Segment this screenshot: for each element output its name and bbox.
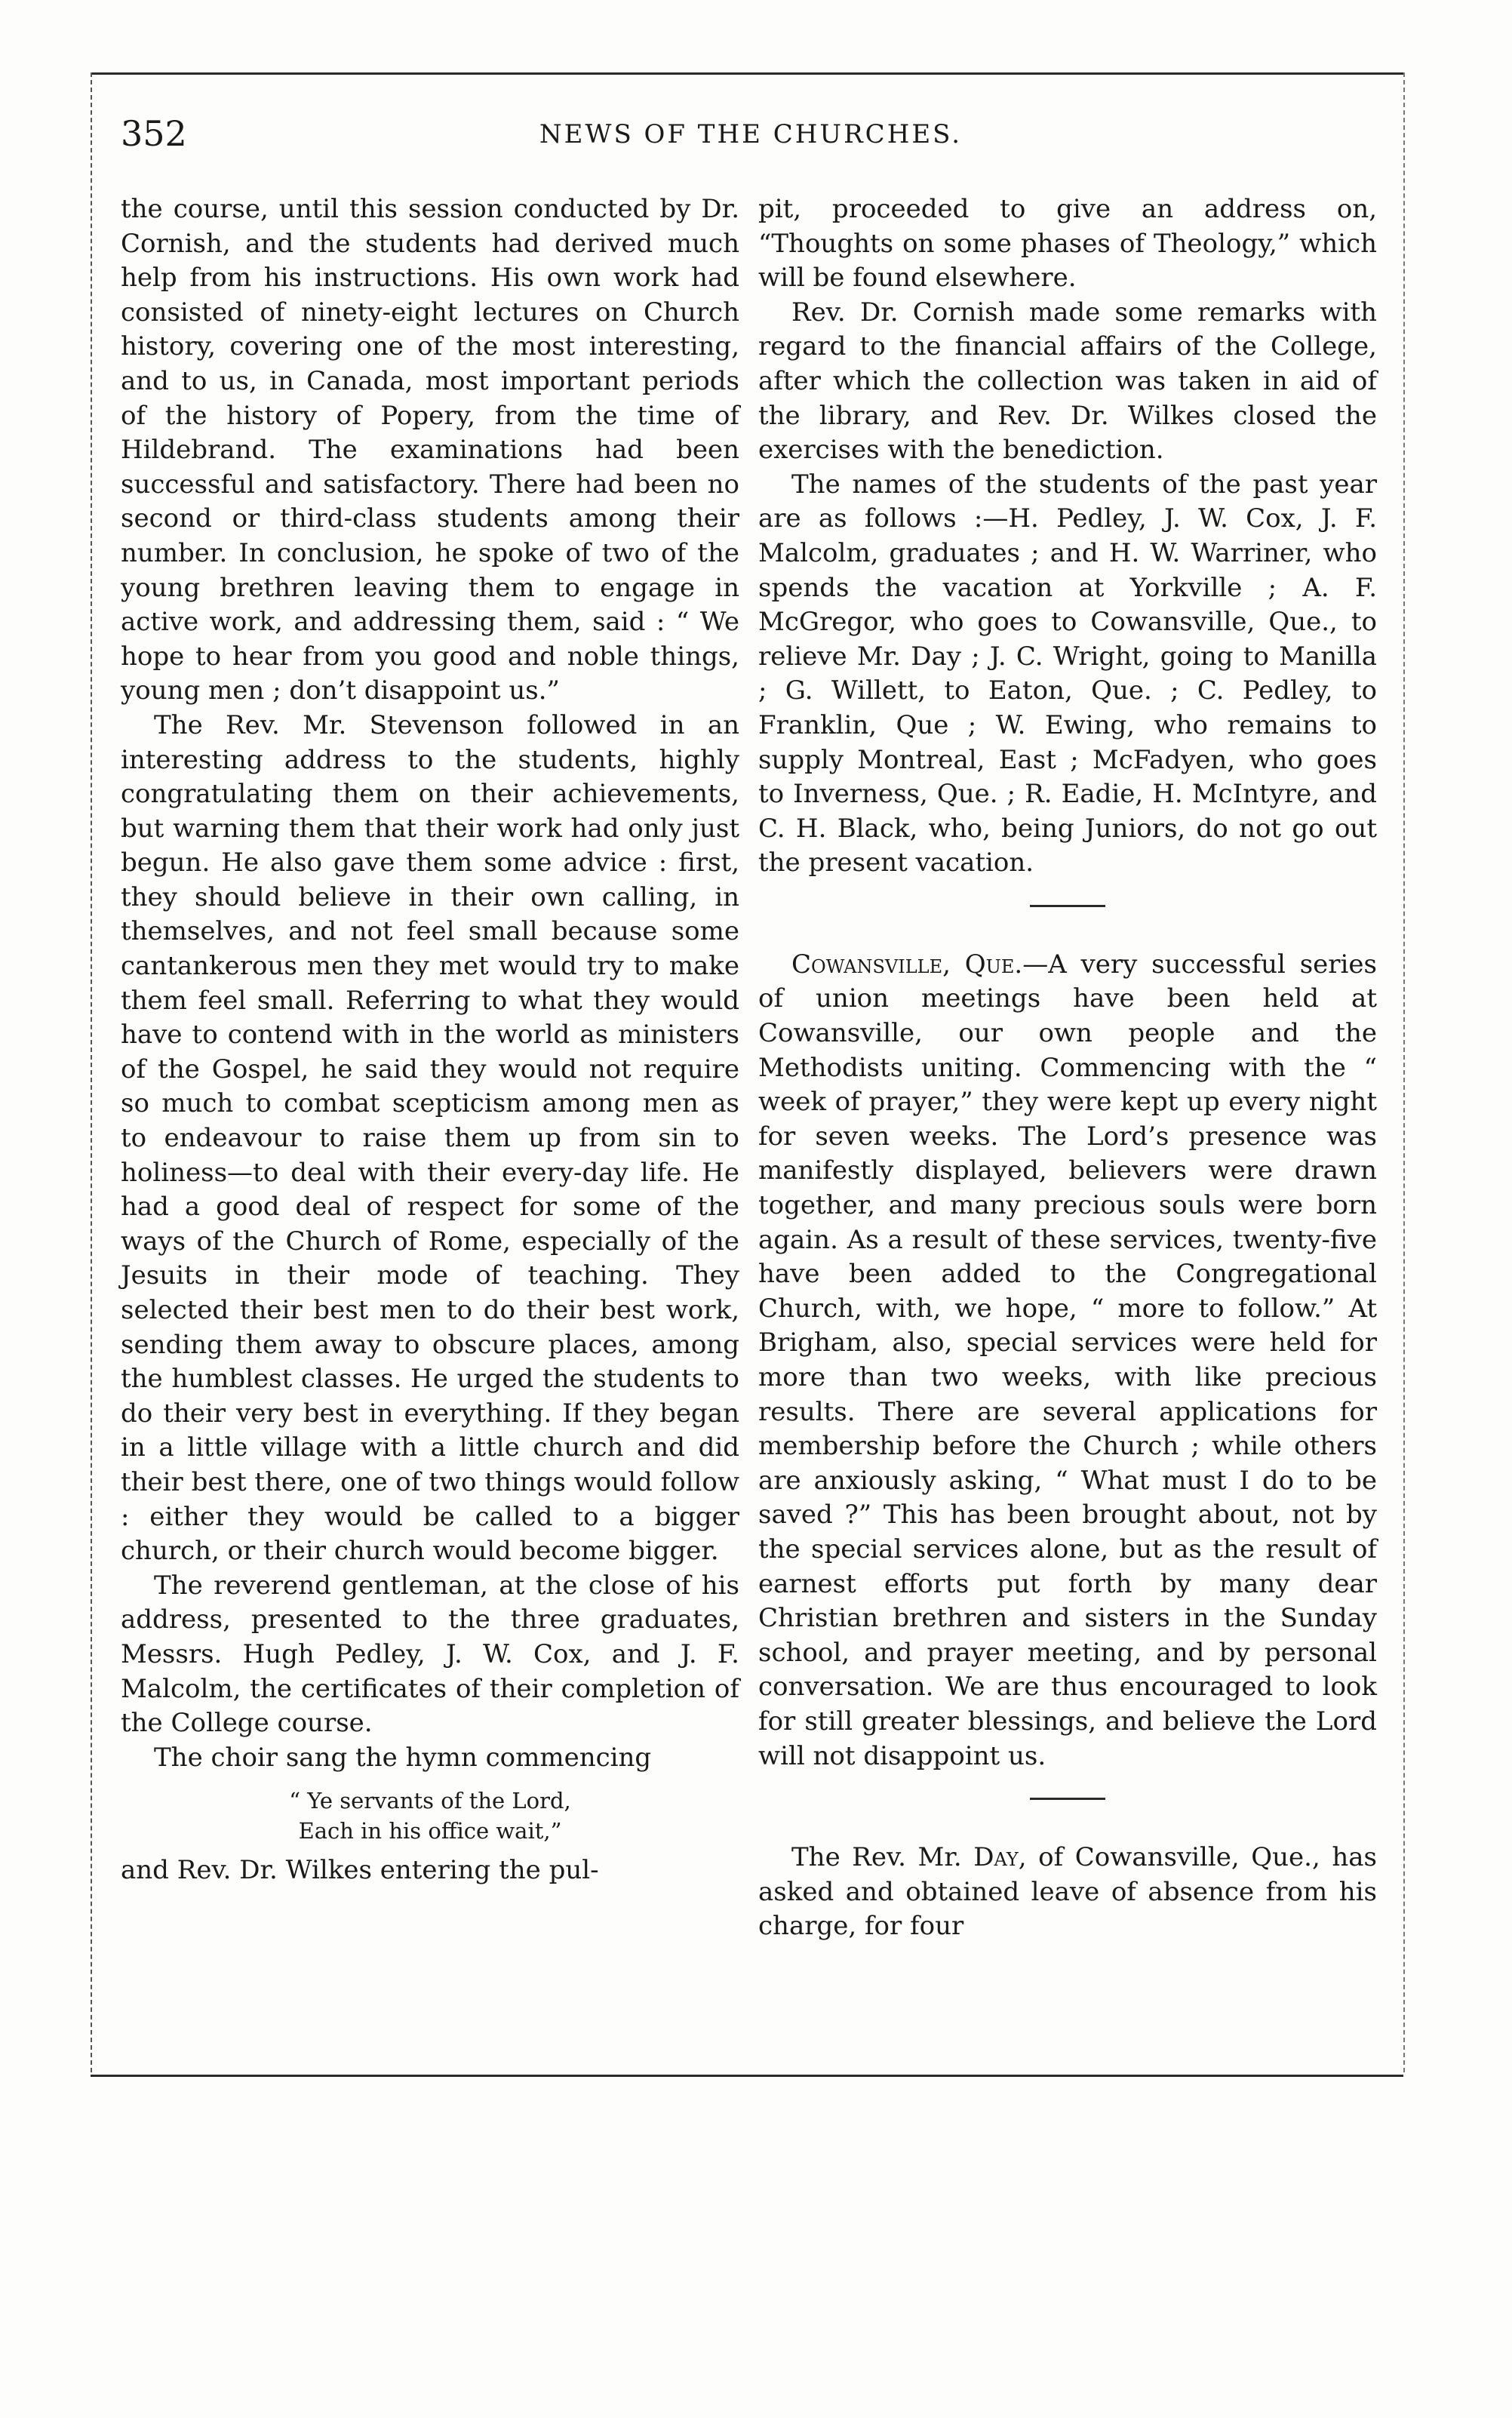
news-item-day [758,1841,1377,1944]
page-edge-left [91,72,92,2072]
section-divider [1030,1798,1105,1800]
paragraph: The Rev. Mr. Stevenson followed in an interesting address to the students, highly congratulating them on their achievements, but warning them that their work had only just begun. He also gave them some advice : first, they should believe in their own calling, in themselves, and not feel small because some cantankerous men they met would try to make them feel small. Referring to what they would have to contend with in the world as ministers of the Gospel, he said they would not require so much to combat scepticism among men as to endeavour to raise them up from sin to holiness—to deal with their every-day life. He had a good deal of respect for some of the ways of the Church of Rome, especially of the Jesuits in their mode of teaching. They selected their best men to do their best work, sending them away to obscure places, among the humblest classes. He urged the students to do their very best in everything. If they began in a little village with a little church and did their best there, one of two things would follow : either they would be called to a bigger church, or their church would become bigger. [121,709,739,1567]
paragraph: Rev. Dr. Cornish made some remarks with regard to the financial affairs of the College, after which the collection was taken in aid of the library, and Rev. Dr. Wilkes closed the exercises with the benediction. [758,297,1377,466]
news-text: The Rev. Mr. [791,1842,974,1873]
running-head: NEWS OF THE CHURCHES. [539,119,963,149]
news-item-cowansville [758,948,1377,1774]
name-smallcaps: Day [973,1842,1019,1873]
hymn-quote [121,1786,739,1846]
paragraph: The choir sang the hymn commencing [154,1742,652,1773]
section-divider [1030,905,1105,907]
hymn-line: Each in his office wait,” [298,1818,562,1844]
hymn-line: “ Ye servants of the Lord, [289,1788,571,1814]
news-body: —A very successful series of union meetings have been held at Cowansville, our own people and the Methodists uniting. Commencing with the “ week of prayer,” they were kept up every night for seven weeks. The Lord’s presence was manifestly displayed, believers were drawn together, and many precious souls were born again. As a result of these services, twenty-five have been added to the Congregational Church, with, we hope, “ more to follow.” At Brigham, also, special services were held for more than two weeks, with like precious results. There are several applications for membership before the Church ; while others are anxiously asking, “ What must I do to be saved ?” This has been brought about, not by the special services alone, but as the result of earnest efforts put forth by many dear Christian brethren and sisters in the Sunday school, and prayer meeting, and by personal conversation. We are thus encouraged to look for still greater blessings, and believe the Lord will not disappoint us. [758,949,1377,1771]
news-text: , of Cowansville, Que., has asked and obtained leave of absence from his charge, for four [758,1842,1377,1942]
paragraph: the course, until this session conducted by Dr. Cornish, and the students had derived much help from his instructions. His own work had consisted of ninety-eight lectures on Church history, covering one of the most interesting, and to us, in Canada, most important periods of the history of Popery, from the time of Hildebrand. The examinations had been successful and satisfactory. There had been no second or third-class students among their number. In conclusion, he spoke of two of the young brethren leaving them to engage in active work, and addressing them, said : “ We hope to hear from you good and noble things, young men ; don’t disappoint us.” [121,194,739,706]
page-number: 352 [121,113,187,154]
paragraph: The names of the students of the past year are as follows :—H. Pedley, J. W. Cox, J. F. Malcolm, graduates ; and H. W. Warriner, who spends the vacation at Yorkville ; A. F. McGregor, who goes to Cowansville, Que., to relieve Mr. Day ; J. C. Wright, going to Manilla ; G. Willett, to Eaton, Que. ; C. Pedley, to Franklin, Que ; W. Ewing, who remains to supply Montreal, East ; McFadyen, who goes to Inverness, Que. ; R. Eadie, H. McIntyre, and C. H. Black, who, being Juniors, do not go out the present vacation. [758,469,1377,878]
left-column [121,192,739,1888]
page-edge-right [1403,72,1405,2072]
paragraph: The reverend gentleman, at the close of his address, presented to the three graduates, Messrs. Hugh Pedley, J. W. Cox, and J. F. Malcolm, the certificates of their completion of the College course. [121,1570,739,1739]
paragraph: and Rev. Dr. Wilkes entering the pul- [121,1855,599,1886]
news-heading: Cowansville, Que. [791,949,1023,980]
right-column [758,192,1377,1944]
paragraph: pit, proceeded to give an address on, “Thoughts on some phases of Theology,” which will be found elsewhere. [758,194,1377,294]
page-header [113,113,1388,166]
